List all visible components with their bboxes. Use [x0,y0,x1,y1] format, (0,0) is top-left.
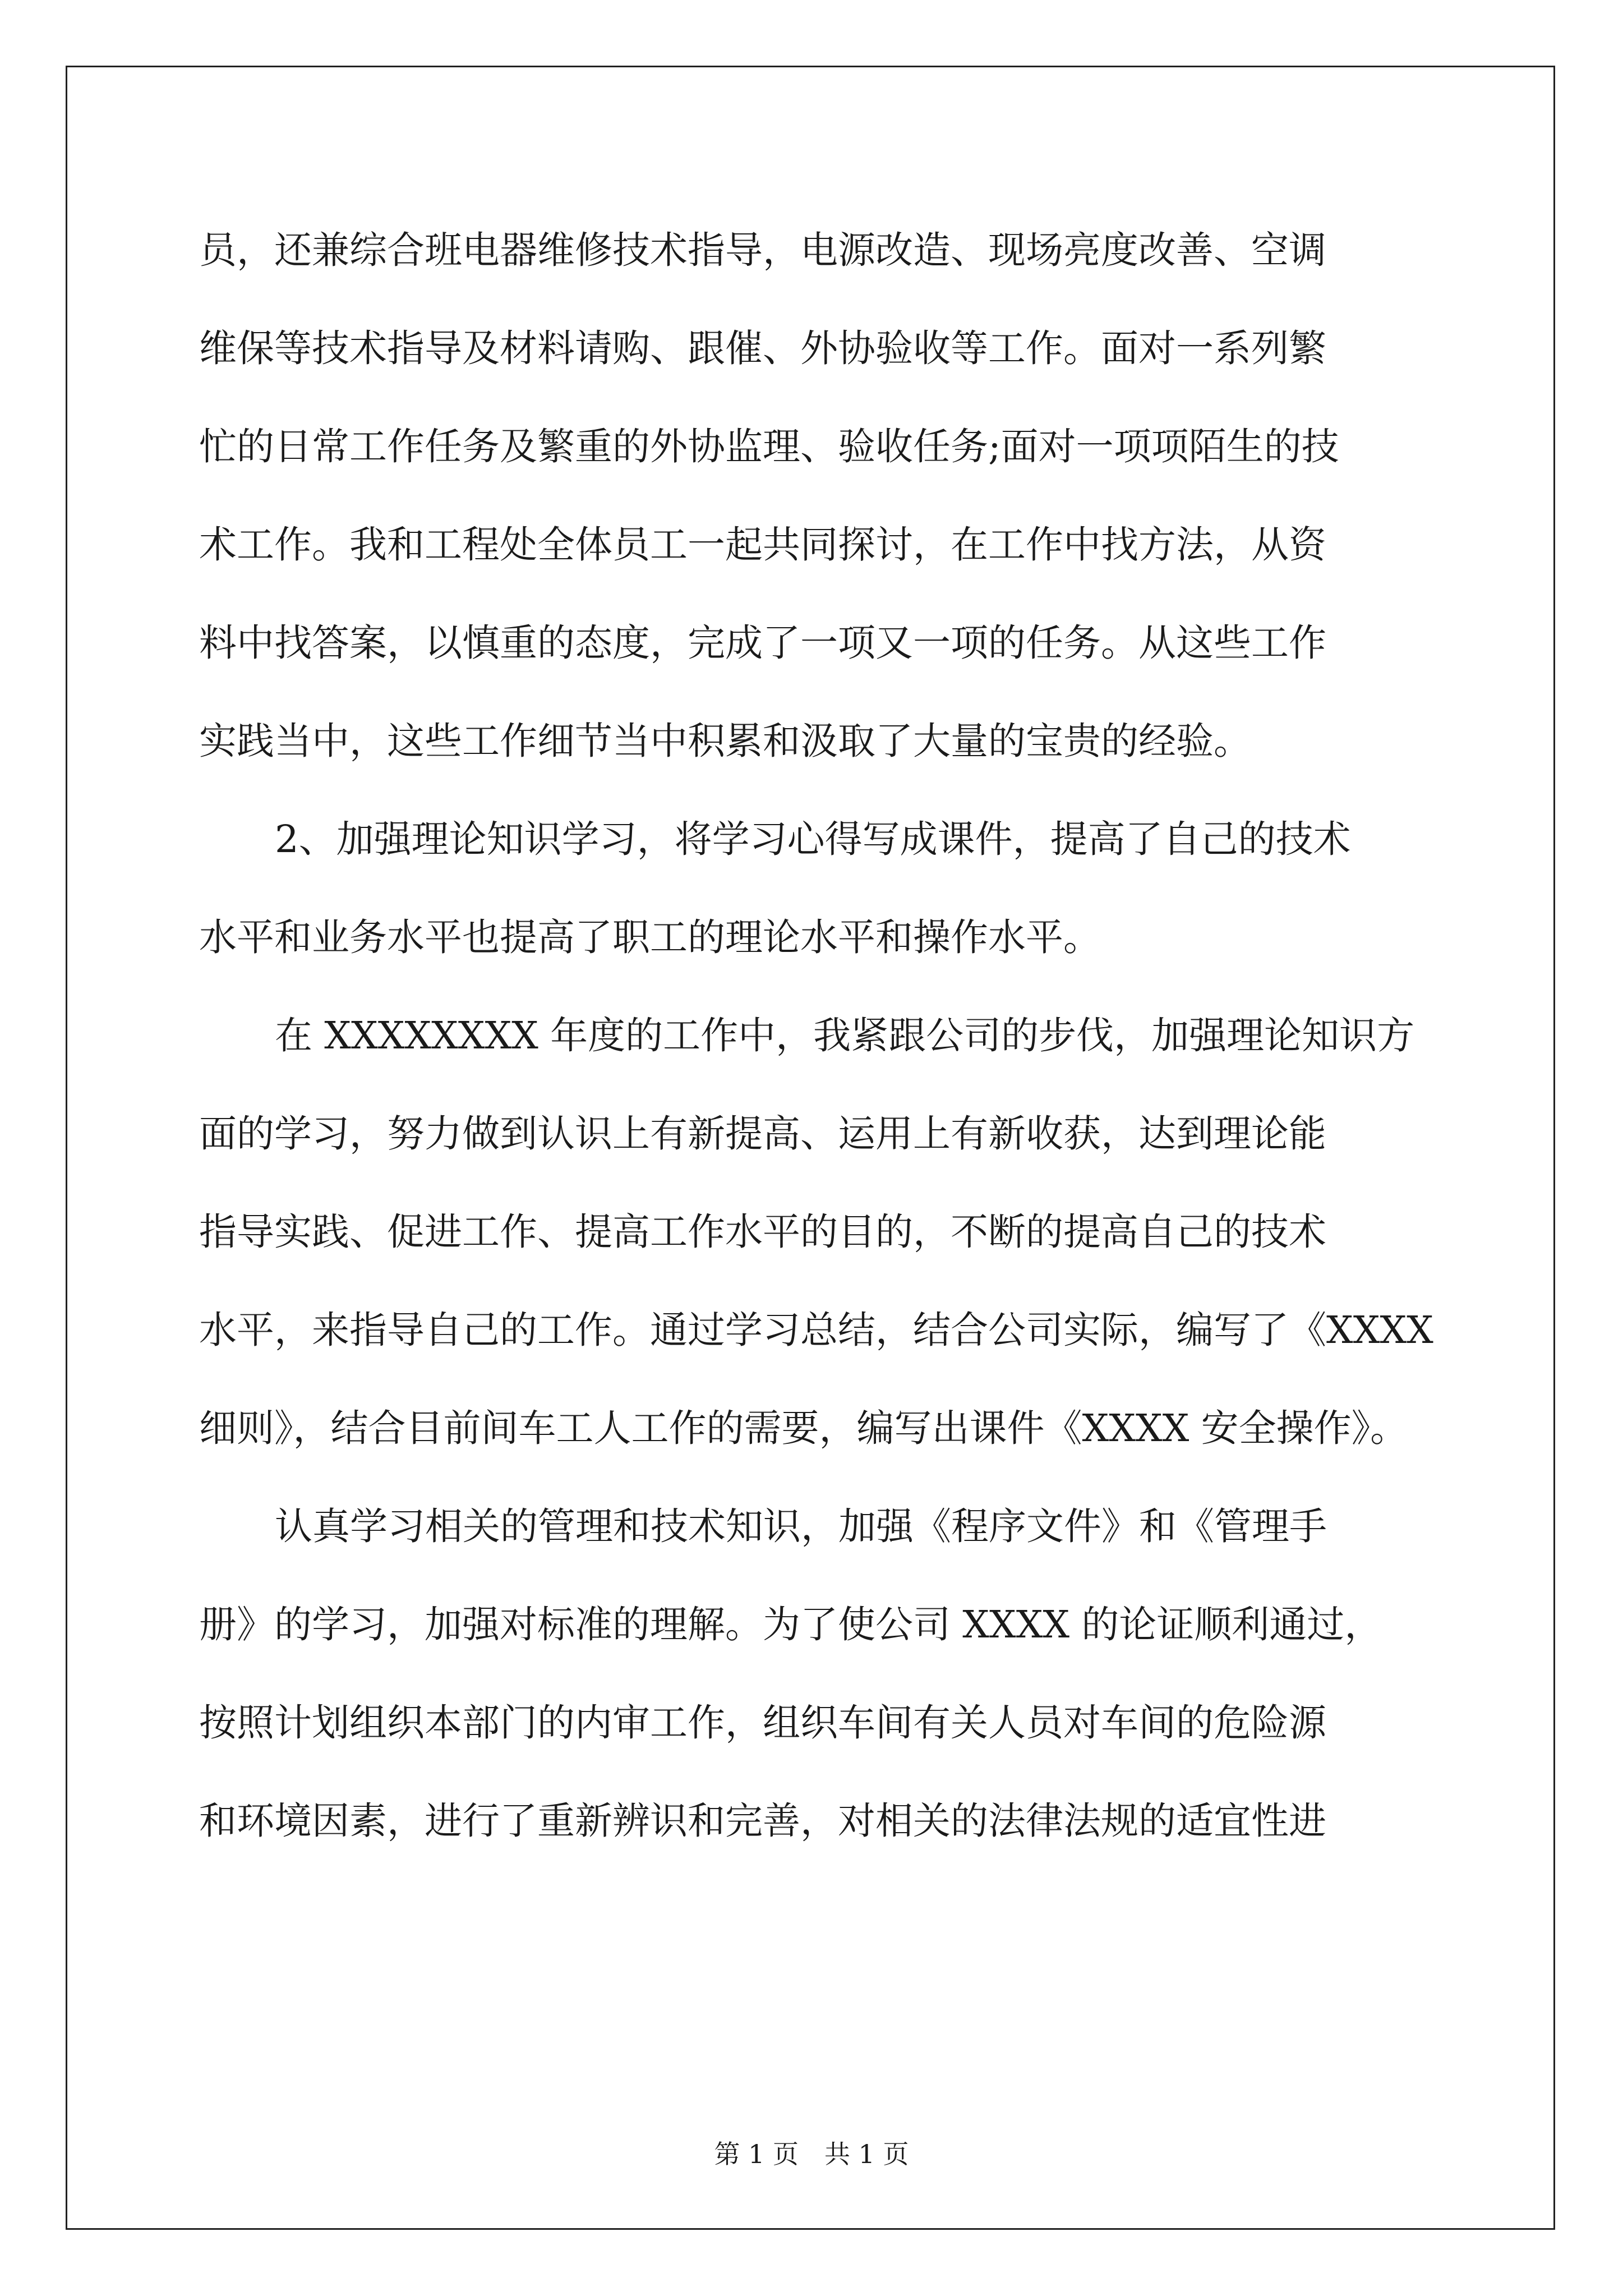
text-line-17: 和环境因素，进行了重新辨识和完善，对相关的法律法规的适宜性进 [199,1799,1326,1843]
text-line-5: 料中找答案，以慎重的态度，完成了一项又一项的任务。从这些工作 [199,621,1326,665]
text-line-10: 面的学习，努力做到认识上有新提高、运用上有新收获，达到理论能 [199,1112,1326,1156]
text-line-12: 水平，来指导自己的工作。通过学习总结，结合公司实际，编写了《XXXX [199,1308,1433,1352]
text-line-8: 水平和业务水平也提高了职工的理论水平和操作水平。 [199,915,1101,959]
text-line-3: 忙的日常工作任务及繁重的外协监理、验收任务;面对一项项陌生的技 [199,425,1339,468]
text-line-6: 实践当中，这些工作细节当中积累和汲取了大量的宝贵的经验。 [199,719,1251,763]
text-line-7: 2、加强理论知识学习，将学习心得写成课件，提高了自己的技术 [275,817,1351,861]
text-line-13: 细则》，结合目前间车工人工作的需要，编写出课件《XXXX 安全操作》。 [199,1406,1408,1450]
text-line-15: 册》的学习，加强对标准的理解。为了使公司 XXXX 的论证顺利通过， [199,1603,1382,1646]
text-line-1: 员，还兼综合班电器维修技术指导，电源改造、现场亮度改善、空调 [199,228,1326,272]
text-line-14: 认真学习相关的管理和技术知识，加强《程序文件》和《管理手 [275,1504,1327,1548]
text-line-2: 维保等技术指导及材料请购、跟催、外协验收等工作。面对一系列繁 [199,326,1326,370]
text-line-9: 在 XXXXXXXX 年度的工作中，我紧跟公司的步伐，加强理论知识方 [275,1014,1415,1057]
text-line-16: 按照计划组织本部门的内审工作，组织车间有关人员对车间的危险源 [199,1701,1326,1745]
text-line-11: 指导实践、促进工作、提高工作水平的目的，不断的提高自己的技术 [199,1210,1326,1254]
page-number-footer: 第 1 页 共 1 页 [714,2139,909,2169]
text-line-4: 术工作。我和工程处全体员工一起共同探讨，在工作中找方法，从资 [199,523,1326,567]
